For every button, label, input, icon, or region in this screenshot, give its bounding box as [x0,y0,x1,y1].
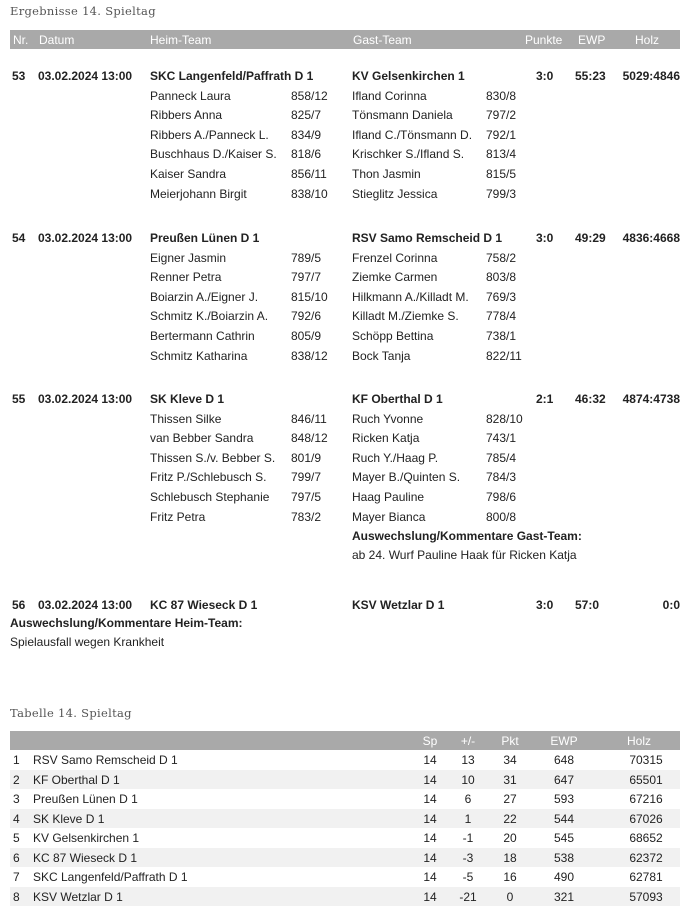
holz-cell: 62781 [629,870,663,884]
pkt-cell: 16 [503,870,517,884]
away-player-name: Mayer Bianca [352,509,426,524]
rank-cell: 7 [13,870,20,884]
comment-title: Auswechslung/Kommentare Gast-Team: [352,528,582,543]
home-player-score: 799/7 [291,470,322,485]
match-points: 3:0 [536,69,554,83]
home-player-score: 805/9 [291,329,322,343]
sp-cell: 14 [423,792,437,806]
sp-cell: 14 [423,811,437,826]
table-row [10,887,680,907]
home-player-name: Eigner Jasmin [150,250,227,265]
match-holz: 4874:4738 [622,392,680,406]
standings-table [10,750,680,906]
home-player-name: Boiarzin A./Eigner J. [150,289,259,304]
away-player-score: 813/4 [486,147,517,162]
holz-cell: 62372 [629,850,663,865]
rank-cell: 2 [13,772,20,787]
home-player-score: 783/2 [291,509,322,524]
table-row [10,828,680,848]
table-row [10,750,680,770]
away-player-score: 792/1 [486,127,517,142]
rank-cell: 1 [13,753,20,767]
home-player-name: Buschhaus D./Kaiser S. [150,147,277,162]
header-ewp-table: EWP [550,734,578,748]
home-player-name: Bertermann Cathrin [150,329,255,343]
away-player-name: Krischker S./Ifland S. [352,147,465,162]
match-date: 03.02.2024 13:00 [38,392,133,406]
header-sp: Sp [422,734,438,748]
team-cell: SK Kleve D 1 [33,811,105,826]
home-player-name: Schmitz Katharina [150,348,248,363]
pkt-cell: 0 [506,889,514,904]
home-team: Preußen Lünen D 1 [150,231,260,245]
away-player-score: 815/5 [486,167,517,181]
rank-cell: 6 [13,850,20,865]
match-date: 03.02.2024 13:00 [38,598,133,612]
pkt-cell: 20 [503,831,517,845]
away-player-score: 822/11 [486,348,522,363]
home-player-score: 846/11 [291,411,327,426]
home-team: SK Kleve D 1 [150,392,225,406]
header-ewp: EWP [578,33,606,47]
home-player-score: 834/9 [291,127,322,142]
match-holz: 4836:4668 [622,231,680,245]
match-points: 3:0 [536,598,554,612]
team-cell: KV Gelsenkirchen 1 [33,831,140,845]
away-player-name: Ifland Corinna [352,88,427,103]
match-points: 3:0 [536,231,554,245]
away-player-name: Tönsmann Daniela [352,108,453,123]
away-player-name: Frenzel Corinna [352,250,438,265]
home-player-score: 789/5 [291,250,322,265]
home-player-name: Kaiser Sandra [150,167,227,181]
pkt-cell: 27 [503,792,517,806]
away-team: KF Oberthal D 1 [352,392,443,406]
diff-cell: 1 [464,811,472,826]
away-player-name: Bock Tanja [352,348,411,363]
ewp-cell: 647 [553,772,575,787]
ewp-cell: 321 [553,889,575,904]
away-player-name: Mayer B./Quinten S. [352,470,461,485]
holz-cell: 68652 [629,831,663,845]
rank-cell: 4 [13,811,20,826]
header-gast: Gast-Team [353,33,412,47]
match-number: 55 [12,392,26,406]
sp-cell: 14 [423,831,437,845]
home-player-name: Renner Petra [150,270,222,285]
away-player-name: Killadt M./Ziemke S. [352,309,459,324]
home-player-name: van Bebber Sandra [150,431,254,446]
diff-cell: -3 [462,850,474,865]
header-holz: Holz [635,33,660,47]
sp-cell: 14 [423,870,437,884]
away-player-name: Ruch Yvonne [352,411,424,426]
match-holz: 0:0 [662,598,680,612]
table-row [10,848,680,868]
away-player-name: Thon Jasmin [352,167,421,181]
comment-text: Spielausfall wegen Krankheit [10,635,165,649]
home-player-score: 856/11 [291,167,327,181]
away-player-name: Schöpp Bettina [352,329,434,343]
rank-cell: 3 [13,792,20,806]
pkt-cell: 22 [503,811,517,826]
home-player-score: 848/12 [291,431,328,446]
diff-cell: -5 [462,870,474,884]
ewp-cell: 648 [553,753,575,767]
match-ewp: 46:32 [575,392,606,406]
pkt-cell: 34 [503,753,517,767]
away-player-score: 758/2 [486,250,517,265]
header-heim: Heim-Team [150,33,212,47]
ewp-cell: 593 [553,792,575,806]
diff-cell: -1 [462,831,474,845]
pkt-cell: 31 [503,772,517,787]
results-title: Ergebnisse 14. Spieltag [10,4,156,18]
match-ewp: 55:23 [575,69,606,83]
away-player-score: 769/3 [486,289,517,304]
home-player-score: 801/9 [291,450,322,465]
away-player-score: 738/1 [486,329,517,343]
team-cell: RSV Samo Remscheid D 1 [33,753,178,767]
sp-cell: 14 [423,889,437,904]
away-player-score: 785/4 [486,450,517,465]
away-player-score: 784/3 [486,470,517,485]
away-team: KV Gelsenkirchen 1 [352,69,465,83]
ewp-cell: 544 [553,811,575,826]
away-player-name: Hilkmann A./Killadt M. [352,289,469,304]
match-ewp: 49:29 [575,231,606,245]
away-player-name: Ricken Katja [352,431,420,446]
table-row [10,867,680,887]
header-diff: +/- [460,734,476,748]
match-points: 2:1 [536,392,554,406]
away-player-score: 798/6 [486,490,517,504]
home-player-name: Thissen Silke [150,411,222,426]
away-player-score: 778/4 [486,309,517,324]
sp-cell: 14 [423,753,437,767]
holz-cell: 57093 [629,889,663,904]
home-player-score: 815/10 [291,289,328,304]
holz-cell: 65501 [629,772,663,787]
home-player-score: 797/7 [291,270,322,285]
rank-cell: 8 [13,889,20,904]
home-player-name: Meierjohann Birgit [150,186,247,201]
diff-cell: -21 [459,889,477,904]
pkt-cell: 18 [503,850,517,865]
sp-cell: 14 [423,772,437,787]
home-player-score: 838/10 [291,186,328,201]
away-player-score: 828/10 [486,411,523,426]
holz-cell: 67026 [629,811,663,826]
match-date: 03.02.2024 13:00 [38,231,133,245]
match-ewp: 57:0 [575,598,600,612]
diff-cell: 6 [464,792,472,806]
ewp-cell: 538 [553,850,575,865]
holz-cell: 67216 [629,792,663,806]
header-pkt: Pkt [501,734,519,748]
away-player-score: 797/2 [486,108,517,123]
home-player-score: 825/7 [291,108,322,123]
results-header [10,30,680,49]
away-player-name: Ziemke Carmen [352,270,438,285]
holz-cell: 70315 [629,753,663,767]
home-player-name: Fritz Petra [150,509,206,524]
away-player-score: 743/1 [486,431,517,446]
away-player-score: 799/3 [486,186,517,201]
home-player-name: Schlebusch Stephanie [150,490,270,504]
away-player-name: Ruch Y./Haag P. [352,450,439,465]
header-nr: Nr. [13,33,29,47]
home-player-name: Thissen S./v. Bebber S. [150,450,276,465]
home-player-name: Schmitz K./Boiarzin A. [150,309,269,324]
match-number: 54 [12,231,26,245]
sp-cell: 14 [423,850,437,865]
home-team: SKC Langenfeld/Paffrath D 1 [150,69,314,83]
ewp-cell: 545 [553,831,575,845]
away-player-name: Stieglitz Jessica [352,186,438,201]
table-title: Tabelle 14. Spieltag [10,706,132,720]
match-date: 03.02.2024 13:00 [38,69,133,83]
away-player-score: 830/8 [486,88,517,103]
home-team: KC 87 Wieseck D 1 [150,598,258,612]
table-header [10,731,680,750]
away-team: RSV Samo Remscheid D 1 [352,231,503,245]
home-player-name: Fritz P./Schlebusch S. [150,470,267,485]
team-cell: KC 87 Wieseck D 1 [33,850,138,865]
team-cell: KF Oberthal D 1 [33,772,120,787]
home-player-name: Panneck Laura [150,88,231,103]
home-player-score: 858/12 [291,88,328,103]
away-player-score: 800/8 [486,509,517,524]
team-cell: KSV Wetzlar D 1 [33,889,123,904]
header-holz-table: Holz [626,734,651,748]
home-player-name: Ribbers A./Panneck L. [150,127,269,142]
header-punkte: Punkte [525,33,563,47]
home-player-score: 797/5 [291,490,322,504]
header-datum: Datum [39,33,75,47]
table-row [10,809,680,829]
team-cell: Preußen Lünen D 1 [33,792,138,806]
table-row [10,770,680,790]
away-team: KSV Wetzlar D 1 [352,598,445,612]
comment-title: Auswechslung/Kommentare Heim-Team: [10,616,243,630]
comment-text: ab 24. Wurf Pauline Haak für Ricken Katja [352,547,577,562]
home-player-score: 818/6 [291,147,322,162]
home-player-score: 792/6 [291,309,322,324]
away-player-name: Ifland C./Tönsmann D. [352,127,473,142]
team-cell: SKC Langenfeld/Paffrath D 1 [33,870,188,884]
match-number: 53 [12,69,26,83]
diff-cell: 13 [461,753,475,767]
home-player-score: 838/12 [291,348,328,363]
ewp-cell: 490 [553,870,575,884]
rank-cell: 5 [13,831,20,845]
match-number: 56 [12,598,26,612]
away-player-score: 803/8 [486,270,517,285]
diff-cell: 10 [461,772,475,787]
match-holz: 5029:4846 [622,69,680,83]
home-player-name: Ribbers Anna [150,108,223,123]
away-player-name: Haag Pauline [352,490,425,504]
table-row [10,789,680,809]
